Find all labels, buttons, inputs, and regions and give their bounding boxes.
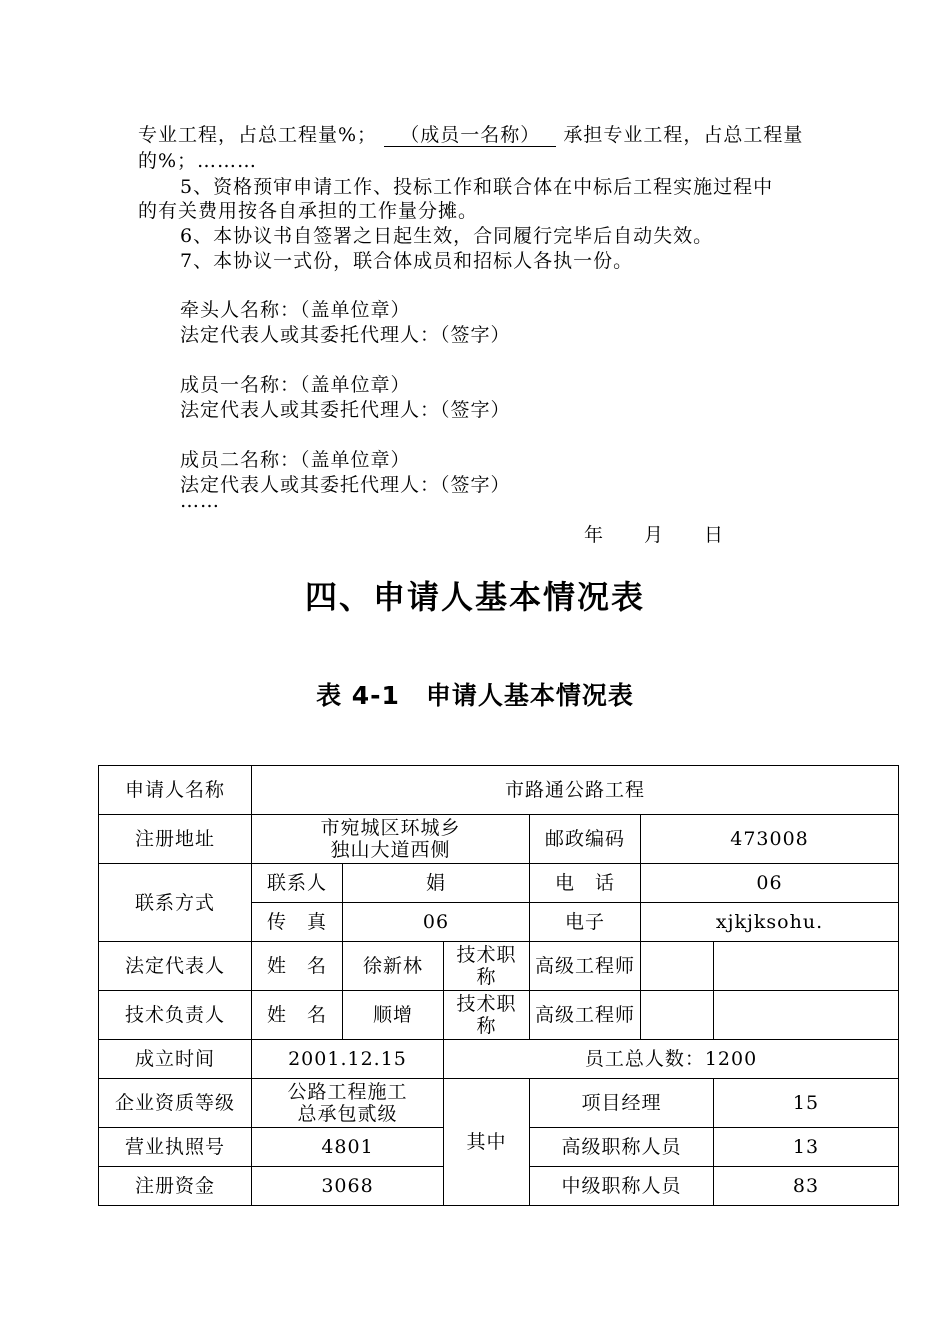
member2-rep-line: 法定代表人或其委托代理人：（签字） — [180, 474, 511, 496]
section-title: 四、申请人基本情况表 — [304, 578, 645, 616]
contact-person-label: 联系人 — [252, 864, 343, 903]
capital-label: 注册资金 — [99, 1167, 252, 1206]
capital-value: 3068 — [252, 1167, 444, 1206]
senior-label: 高级职称人员 — [530, 1128, 714, 1167]
senior-count: 13 — [714, 1128, 899, 1167]
legal-rep-name-value: 徐新林 — [343, 942, 444, 991]
table-row — [99, 991, 899, 1040]
agreement-line-1 — [138, 120, 803, 147]
table-row — [99, 815, 899, 864]
applicant-name-label: 申请人名称 — [99, 766, 252, 815]
founded-value: 2001.12.15 — [252, 1040, 444, 1079]
agreement-line-1-a: 专业工程，占总工程量%； — [138, 124, 378, 146]
legal-rep-label: 法定代表人 — [99, 942, 252, 991]
qualification-value: 公路工程施工 总承包贰级 — [252, 1079, 444, 1128]
lead-name-line: 牵头人名称：（盖单位章） — [180, 299, 411, 321]
license-label: 营业执照号 — [99, 1128, 252, 1167]
table-title: 表 4-1 申请人基本情况表 — [316, 681, 634, 710]
member1-name-line: 成员一名称：（盖单位章） — [180, 374, 411, 396]
mid-label: 中级职称人员 — [530, 1167, 714, 1206]
agreement-item-5a: 5、资格预审申请工作、投标工作和联合体在中标后工程实施过程中 — [180, 176, 774, 198]
date-line: 年 月 日 — [584, 524, 725, 546]
table-row — [99, 766, 899, 815]
contact-label: 联系方式 — [99, 864, 252, 942]
member2-name-line: 成员二名称：（盖单位章） — [180, 449, 411, 471]
postcode-label: 邮政编码 — [530, 815, 641, 864]
postcode-value: 473008 — [641, 815, 899, 864]
email-value: xjkjksohu. — [641, 903, 899, 942]
member1-rep-line: 法定代表人或其委托代理人：（签字） — [180, 399, 511, 421]
member-name-blank: （成员一名称） — [384, 124, 556, 147]
tech-lead-blank-2 — [714, 991, 899, 1040]
license-value: 4801 — [252, 1128, 444, 1167]
contact-person-value: 娟 — [343, 864, 530, 903]
phone-label: 电 话 — [530, 864, 641, 903]
agreement-line-1-b: 承担专业工程，占总工程量 — [563, 124, 804, 146]
tech-lead-title-label: 技术职 称 — [444, 991, 530, 1040]
table-row — [99, 1079, 899, 1128]
legal-rep-title-label: 技术职 称 — [444, 942, 530, 991]
table-row — [99, 942, 899, 991]
tech-lead-label: 技术负责人 — [99, 991, 252, 1040]
applicant-name-value: 市路通公路工程 — [252, 766, 899, 815]
address-value: 市宛城区环城乡 独山大道西侧 — [252, 815, 530, 864]
pm-count: 15 — [714, 1079, 899, 1128]
agreement-line-2: 的%；……… — [138, 150, 258, 172]
tech-lead-blank-1 — [641, 991, 714, 1040]
tech-lead-name-label: 姓 名 — [252, 991, 343, 1040]
applicant-info-table — [98, 765, 899, 1206]
address-label: 注册地址 — [99, 815, 252, 864]
mid-count: 83 — [714, 1167, 899, 1206]
staff-total: 员工总人数：1200 — [444, 1040, 899, 1079]
table-row — [99, 1040, 899, 1079]
phone-value: 06 — [641, 864, 899, 903]
legal-rep-title-value: 高级工程师 — [530, 942, 641, 991]
legal-rep-blank-2 — [714, 942, 899, 991]
fax-label: 传 真 — [252, 903, 343, 942]
fax-value: 06 — [343, 903, 530, 942]
lead-rep-line: 法定代表人或其委托代理人：（签字） — [180, 324, 511, 346]
ellipsis-line: …… — [180, 490, 220, 512]
founded-label: 成立时间 — [99, 1040, 252, 1079]
legal-rep-name-label: 姓 名 — [252, 942, 343, 991]
table-row — [99, 864, 899, 903]
pm-label: 项目经理 — [530, 1079, 714, 1128]
tech-lead-title-value: 高级工程师 — [530, 991, 641, 1040]
legal-rep-blank-1 — [641, 942, 714, 991]
agreement-item-7: 7、本协议一式份，联合体成员和招标人各执一份。 — [180, 250, 634, 272]
among-label: 其中 — [444, 1079, 530, 1206]
email-label: 电子 — [530, 903, 641, 942]
agreement-item-6: 6、本协议书自签署之日起生效，合同履行完毕后自动失效。 — [180, 225, 714, 247]
agreement-item-5b: 的有关费用按各自承担的工作量分摊。 — [138, 200, 479, 222]
qualification-label: 企业资质等级 — [99, 1079, 252, 1128]
tech-lead-name-value: 顺增 — [343, 991, 444, 1040]
